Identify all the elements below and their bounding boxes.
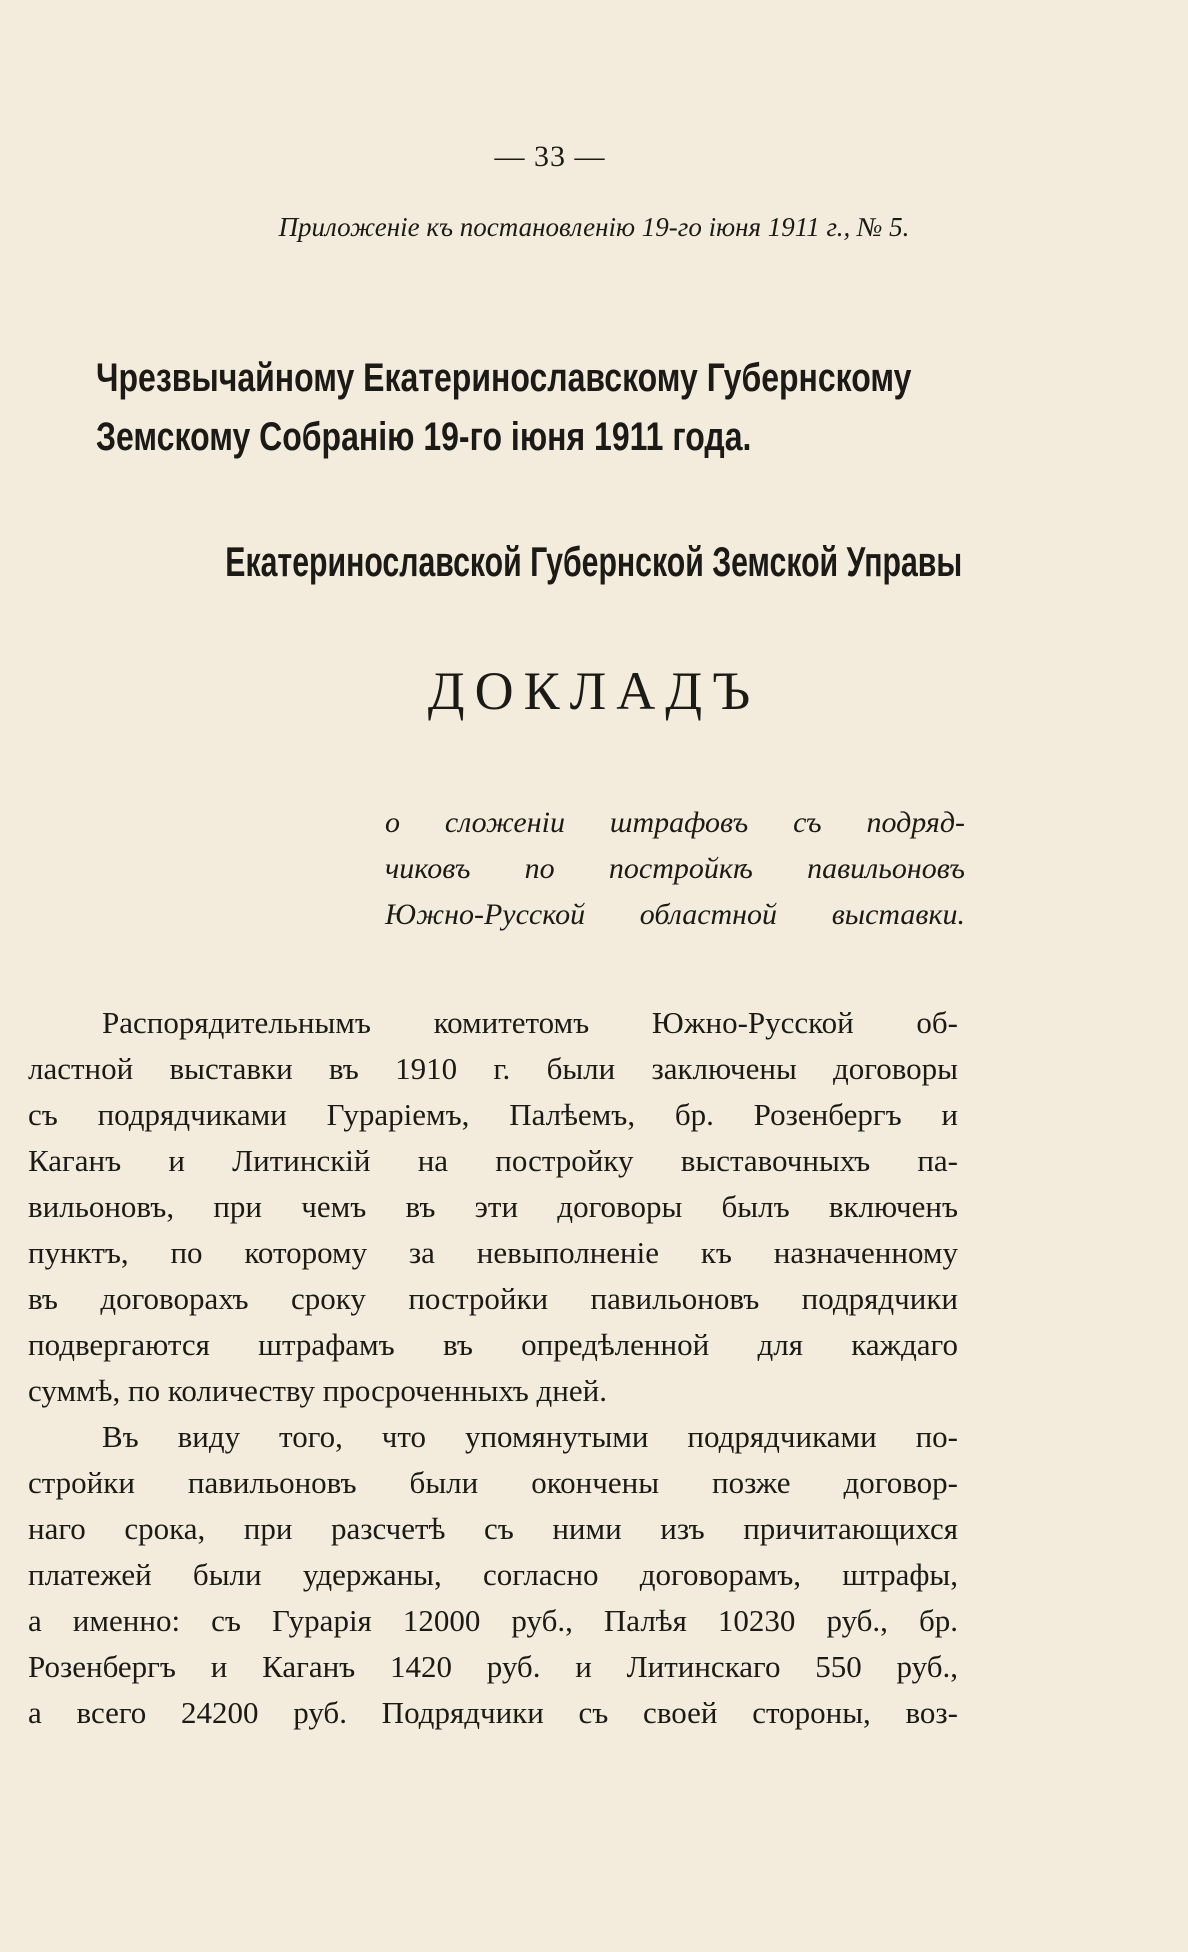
organization-text: Екатеринославской Губернской Земской Управы — [225, 538, 963, 585]
text-line: вильоновъ, при чемъ въ эти договоры былъ включенъ — [28, 1189, 958, 1224]
paragraph-1 — [28, 1000, 958, 1414]
text-line: платежей были удержаны, согласно договорамъ, штрафы, — [28, 1557, 958, 1592]
text-line: Распорядительнымъ комитетомъ Южно-Русской об- — [102, 1005, 958, 1040]
text-line: а именно: съ Гурарія 12000 руб., Палѣя 10230 руб., бр. — [28, 1603, 958, 1638]
text-line: подвергаются штрафамъ въ опредѣленной для каждаго — [28, 1327, 958, 1362]
text-line: ластной выставки въ 1910 г. были заключены договоры — [28, 1051, 958, 1086]
document-type: ДОКЛАДЪ — [427, 661, 761, 721]
heading-line-2: Земскому Собранію 19-го іюня 1911 года. — [96, 415, 752, 459]
text-line: пунктъ, по которому за невыполненіе къ назначенному — [28, 1235, 958, 1270]
page-number: — 33 — — [494, 140, 606, 173]
text-line: Въ виду того, что упомянутыми подрядчиками по- — [102, 1419, 958, 1454]
heading-line-1: Чрезвычайному Екатеринославскому Губернскому — [96, 356, 912, 400]
text-line: Розенбергъ и Каганъ 1420 руб. и Литинскаго 550 руб., — [28, 1649, 958, 1684]
text-line: наго срока, при разсчетѣ съ ними изъ причитающихся — [28, 1511, 958, 1546]
subject-line-3: Южно-Русской областной выставки. — [385, 898, 965, 931]
appendix-note: Приложеніе къ постановленію 19-го іюня 1911 г., № 5. — [278, 212, 910, 242]
text-line: въ договорахъ сроку постройки павильоновъ подрядчики — [28, 1281, 958, 1316]
body-text — [28, 1000, 958, 1736]
text-line: стройки павильоновъ были окончены позже договор- — [28, 1465, 958, 1500]
paragraph-2 — [28, 1414, 958, 1736]
subject-line-2: чиковъ по постройкѣ павильоновъ — [385, 852, 965, 885]
text-line: съ подрядчиками Гураріемъ, Палѣемъ, бр. Розенбергъ и — [28, 1097, 958, 1132]
subject-line-1: о сложеніи штрафовъ съ подряд- — [385, 806, 965, 839]
organization-title — [0, 538, 1188, 586]
text-line: а всего 24200 руб. Подрядчики съ своей стороны, воз- — [28, 1695, 958, 1730]
text-line: суммѣ, по количеству просроченныхъ дней. — [28, 1373, 607, 1408]
text-line: Каганъ и Литинскій на постройку выставочныхъ па- — [28, 1143, 958, 1178]
